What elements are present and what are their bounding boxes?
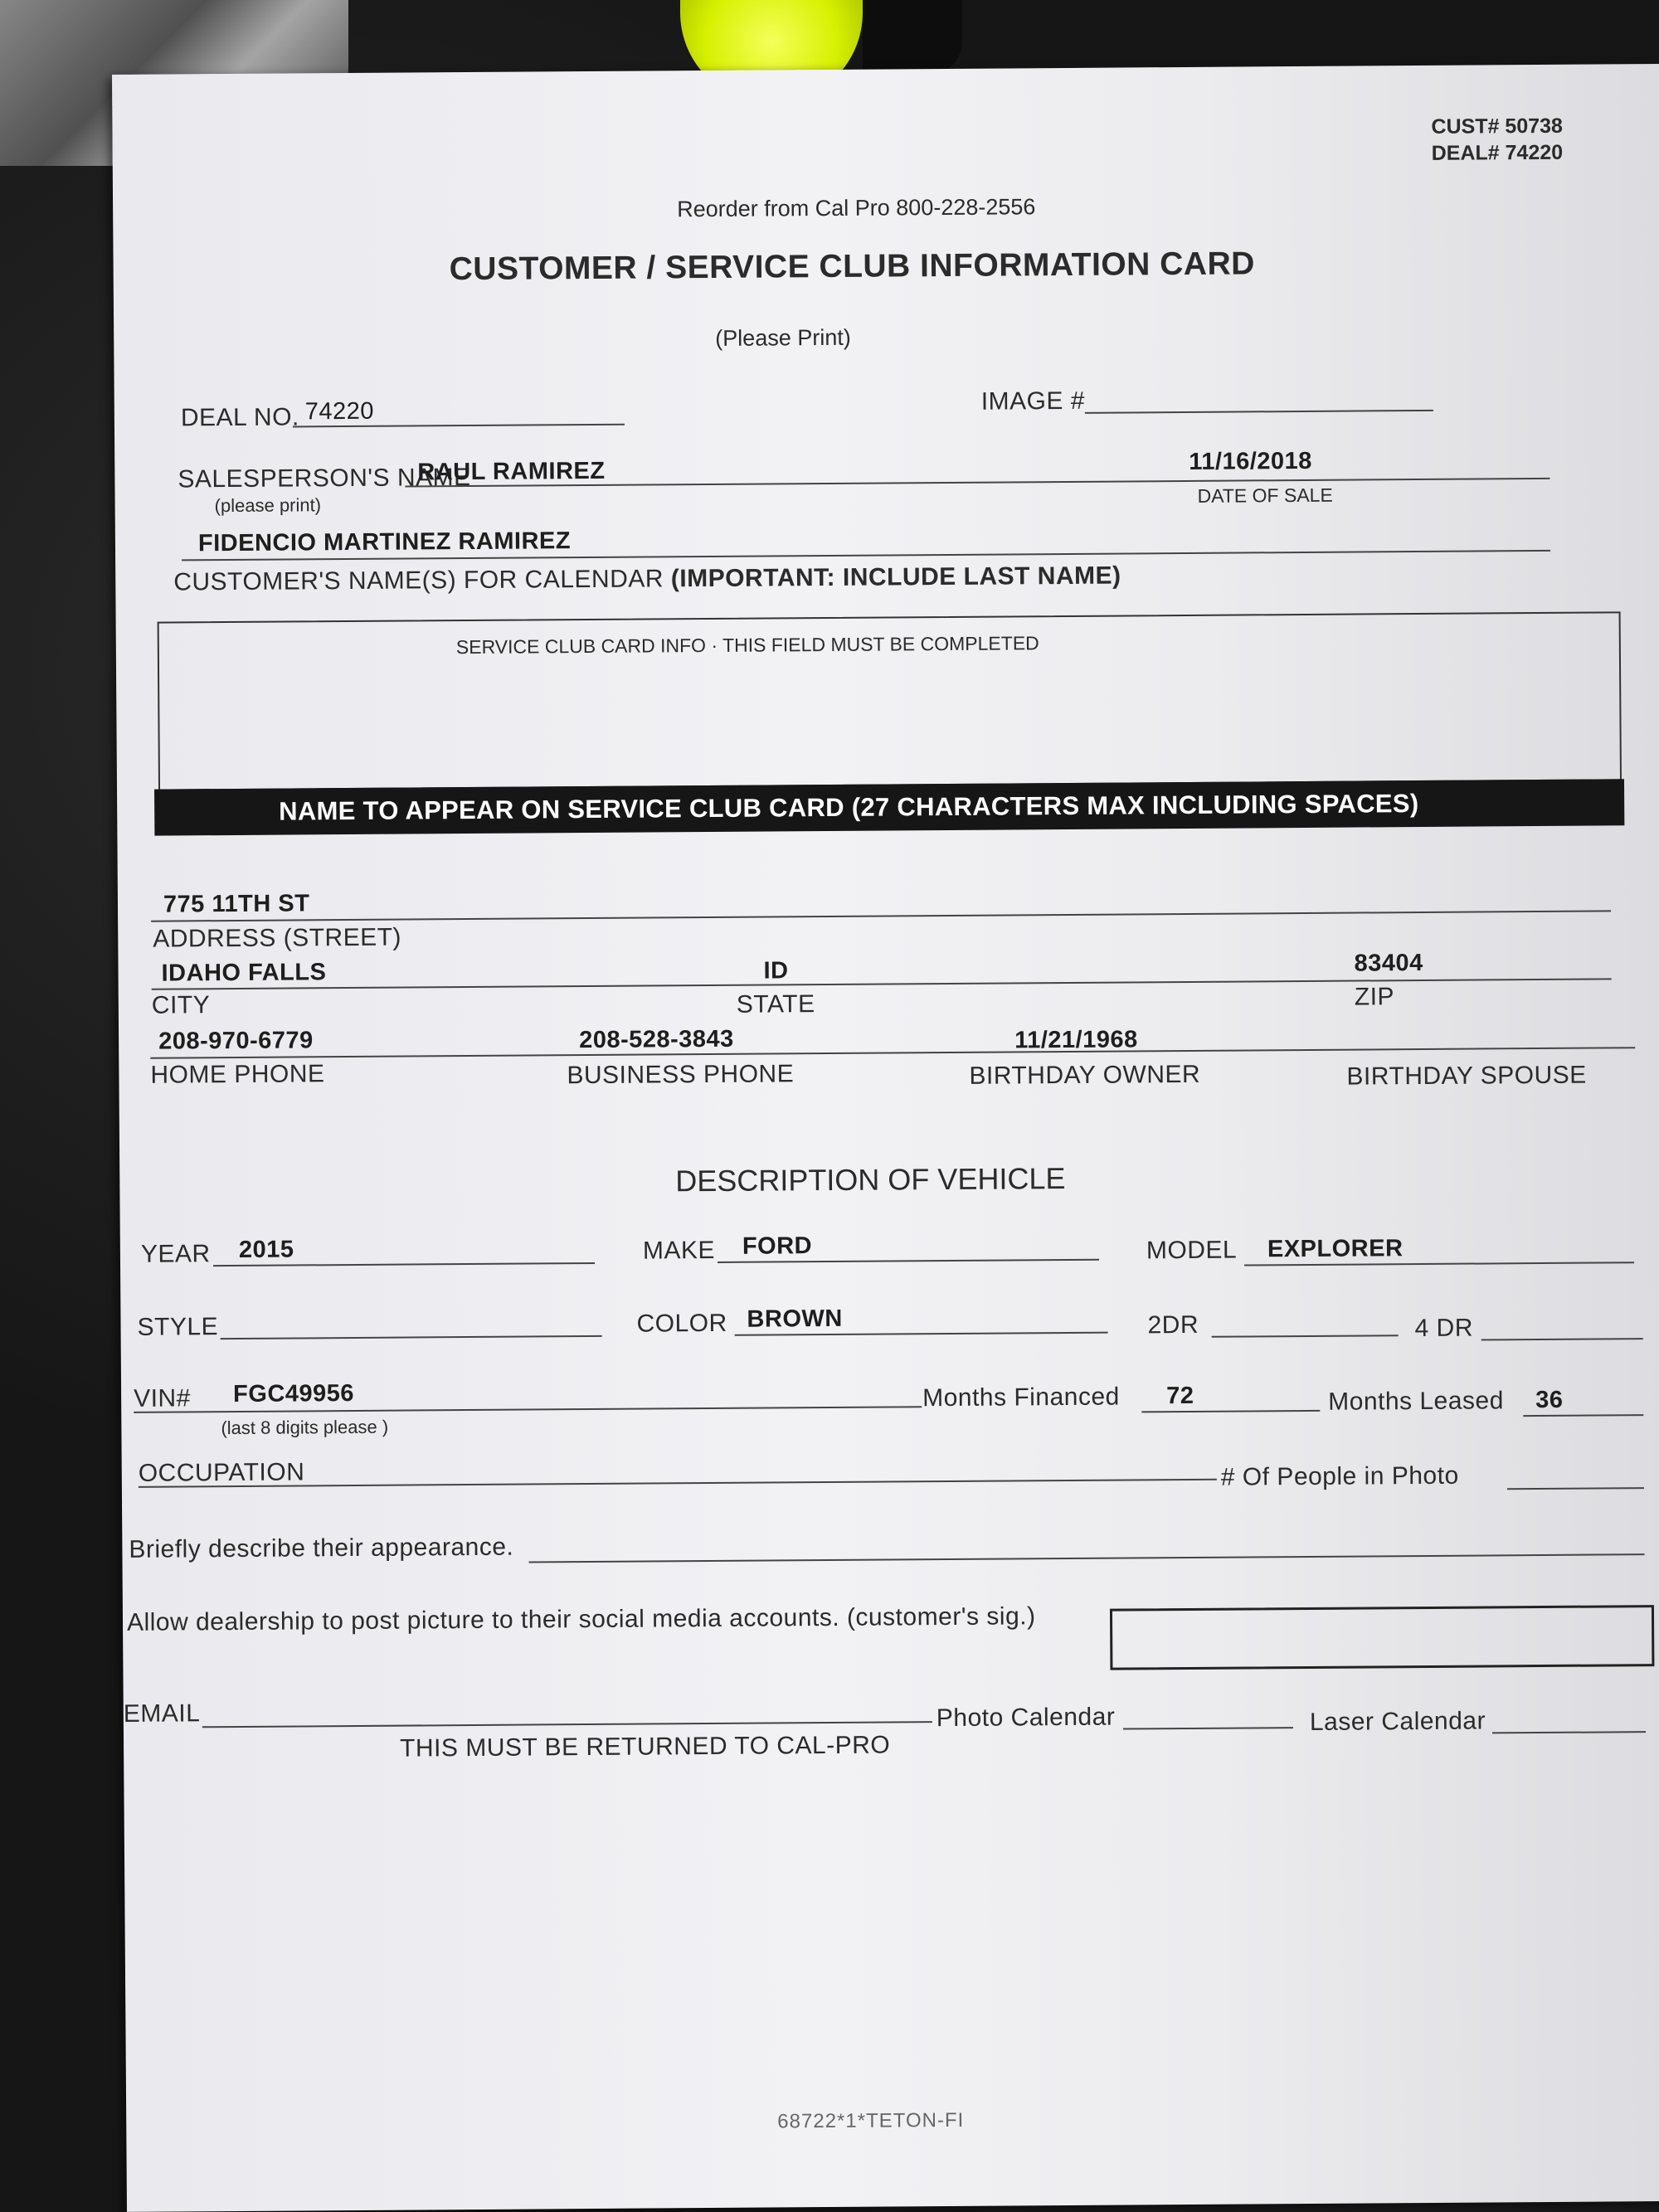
salesperson-label: SALESPERSON'S NAME <box>178 463 471 493</box>
highlighter-body <box>863 0 962 75</box>
model-value: EXPLORER <box>1267 1235 1404 1263</box>
vin-label: VIN# <box>134 1384 191 1412</box>
deal-no-label: DEAL NO. <box>180 403 299 432</box>
photo-calendar-label: Photo Calendar <box>936 1703 1116 1733</box>
image-line <box>1085 410 1433 414</box>
color-value: BROWN <box>747 1305 843 1333</box>
return-note: THIS MUST BE RETURNED TO CAL-PRO <box>399 1731 891 1762</box>
customer-name-label: CUSTOMER'S NAME(S) FOR CALENDAR (IMPORTANT: INCLUDE LAST NAME) <box>173 562 1121 596</box>
customer-name-value: FIDENCIO MARTINEZ RAMIREZ <box>197 527 572 557</box>
city-value: IDAHO FALLS <box>161 959 327 987</box>
months-leased-label: Months Leased <box>1328 1387 1504 1416</box>
laser-calendar-label: Laser Calendar <box>1309 1707 1486 1736</box>
months-leased-value: 36 <box>1535 1386 1564 1414</box>
twodr-label: 2DR <box>1147 1310 1199 1339</box>
months-financed-value: 72 <box>1166 1382 1194 1410</box>
business-phone-label: BUSINESS PHONE <box>567 1060 795 1090</box>
please-print-note: (Please Print) <box>715 324 851 351</box>
customer-name-important: (IMPORTANT: INCLUDE LAST NAME) <box>670 562 1121 593</box>
fourdr-label: 4 DR <box>1414 1314 1474 1343</box>
city-label: CITY <box>151 991 211 1019</box>
year-label: YEAR <box>140 1240 211 1268</box>
fourdr-line <box>1481 1338 1643 1340</box>
year-value: 2015 <box>238 1236 294 1263</box>
months-leased-line <box>1523 1414 1643 1417</box>
appearance-line <box>529 1553 1645 1563</box>
make-value: FORD <box>742 1232 813 1260</box>
vehicle-section-title: DESCRIPTION OF VEHICLE <box>675 1161 1066 1198</box>
business-phone-value: 208-528-3843 <box>579 1025 734 1054</box>
email-label: EMAIL <box>123 1699 201 1728</box>
street-value: 775 11TH ST <box>163 890 310 918</box>
twodr-line <box>1212 1334 1399 1338</box>
occupation-label: OCCUPATION <box>138 1458 305 1487</box>
months-financed-label: Months Financed <box>922 1383 1120 1412</box>
photo-calendar-line <box>1123 1727 1293 1729</box>
deal-no-value: 74220 <box>304 397 375 425</box>
deal-number: DEAL# 74220 <box>1431 140 1564 165</box>
date-of-sale-value: 11/16/2018 <box>1189 447 1312 475</box>
signature-box[interactable] <box>1110 1605 1655 1670</box>
phone-line <box>150 1047 1635 1058</box>
laser-calendar-line <box>1492 1731 1646 1733</box>
people-label: # Of People in Photo <box>1220 1461 1459 1491</box>
style-label: STYLE <box>137 1313 219 1341</box>
months-financed-line <box>1141 1410 1320 1413</box>
service-club-box-title: SERVICE CLUB CARD INFO · THIS FIELD MUST BE COMPLETED <box>455 632 1039 659</box>
street-label: ADDRESS (STREET) <box>153 923 402 953</box>
appearance-label: Briefly describe their appearance. <box>129 1533 514 1563</box>
vin-value: FGC49956 <box>232 1380 355 1408</box>
information-card-paper <box>112 64 1659 2212</box>
email-line <box>202 1721 932 1728</box>
birthday-spouse-label: BIRTHDAY SPOUSE <box>1346 1061 1587 1091</box>
zip-value: 83404 <box>1354 949 1423 977</box>
color-label: COLOR <box>636 1309 727 1338</box>
date-of-sale-label: DATE OF SALE <box>1197 484 1333 507</box>
cust-number: CUST# 50738 <box>1431 114 1564 139</box>
image-label: IMAGE # <box>980 386 1086 416</box>
birthday-owner-label: BIRTHDAY OWNER <box>969 1060 1201 1090</box>
style-line <box>221 1335 602 1339</box>
state-value: ID <box>763 957 789 984</box>
people-line <box>1507 1487 1644 1490</box>
state-label: STATE <box>736 990 815 1018</box>
home-phone-value: 208-970-6779 <box>158 1027 314 1055</box>
salesperson-value: RAUL RAMIREZ <box>417 457 606 486</box>
street-line <box>151 910 1611 921</box>
service-club-bar-text: NAME TO APPEAR ON SERVICE CLUB CARD (27 CHARACTERS MAX INCLUDING SPACES) <box>279 789 1419 826</box>
vin-hint: (last 8 digits please ) <box>221 1416 389 1439</box>
salesperson-hint: (please print) <box>214 494 322 517</box>
model-label: MODEL <box>1146 1236 1238 1265</box>
home-phone-label: HOME PHONE <box>150 1060 325 1089</box>
page-title: CUSTOMER / SERVICE CLUB INFORMATION CARD <box>449 246 1255 288</box>
zip-label: ZIP <box>1354 983 1395 1011</box>
reorder-note: Reorder from Cal Pro 800-228-2556 <box>677 194 1036 222</box>
birthday-owner-value: 11/21/1968 <box>1014 1026 1138 1054</box>
social-media-label: Allow dealership to post picture to their social media accounts. (customer's sig.) <box>126 1602 1036 1636</box>
make-label: MAKE <box>642 1236 716 1265</box>
form-code: 68722*1*TETON-FI <box>777 2108 965 2133</box>
